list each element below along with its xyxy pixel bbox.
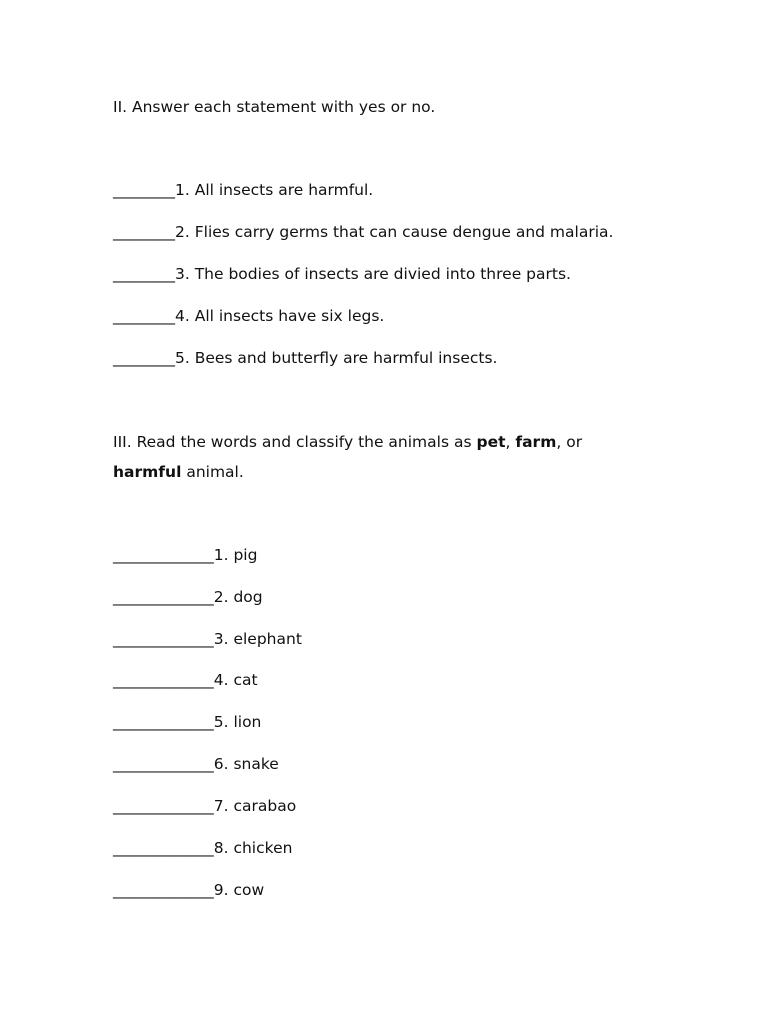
keyword-harmful: harmful (113, 463, 182, 481)
answer-blank: _____________ (113, 881, 214, 899)
statement-text: 2. Flies carry germs that can cause dengue and malaria. (175, 223, 614, 241)
statement-item (113, 180, 373, 200)
statement-text: 3. The bodies of insects are divied into three parts. (175, 265, 571, 283)
animal-item (113, 796, 296, 816)
heading-text: animal. (181, 463, 244, 481)
animal-text: 9. cow (213, 881, 265, 899)
answer-blank: _____________ (113, 797, 214, 815)
answer-blank: _____________ (113, 755, 214, 773)
statement-item (113, 348, 497, 368)
animal-item (113, 670, 258, 690)
section-3-heading-cont (113, 462, 244, 482)
animal-item (113, 880, 264, 900)
answer-blank: ________ (113, 307, 175, 325)
keyword-pet: pet (476, 433, 506, 451)
statement-item (113, 306, 384, 326)
animal-text: 7. carabao (213, 797, 297, 815)
answer-blank: ________ (113, 223, 175, 241)
statement-item (113, 264, 571, 284)
animal-text: 5. lion (213, 713, 262, 731)
animal-item (113, 754, 279, 774)
statement-text: 4. All insects have six legs. (175, 307, 385, 325)
section-3-heading (113, 432, 582, 452)
answer-blank: _____________ (113, 713, 214, 731)
heading-separator: , or (556, 433, 583, 451)
answer-blank: ________ (113, 181, 175, 199)
heading-separator: , (505, 433, 516, 451)
animal-item (113, 587, 263, 607)
animal-text: 8. chicken (213, 839, 293, 857)
answer-blank: ________ (113, 349, 175, 367)
animal-item (113, 712, 261, 732)
animal-text: 3. elephant (213, 630, 302, 648)
keyword-farm: farm (515, 433, 557, 451)
answer-blank: _____________ (113, 630, 214, 648)
animal-text: 2. dog (213, 588, 263, 606)
statement-text: 1. All insects are harmful. (175, 181, 374, 199)
statement-item (113, 222, 613, 242)
animal-text: 4. cat (213, 671, 258, 689)
animal-text: 1. pig (213, 546, 258, 564)
answer-blank: _____________ (113, 671, 214, 689)
answer-blank: _____________ (113, 588, 214, 606)
animal-item (113, 545, 257, 565)
answer-blank: ________ (113, 265, 175, 283)
heading-text: III. Read the words and classify the animals as (113, 433, 477, 451)
animal-item (113, 629, 302, 649)
animal-item (113, 838, 292, 858)
animal-text: 6. snake (213, 755, 279, 773)
section-2-heading: II. Answer each statement with yes or no. (113, 98, 436, 116)
answer-blank: _____________ (113, 546, 214, 564)
answer-blank: _____________ (113, 839, 214, 857)
statement-text: 5. Bees and butterfly are harmful insects. (175, 349, 498, 367)
